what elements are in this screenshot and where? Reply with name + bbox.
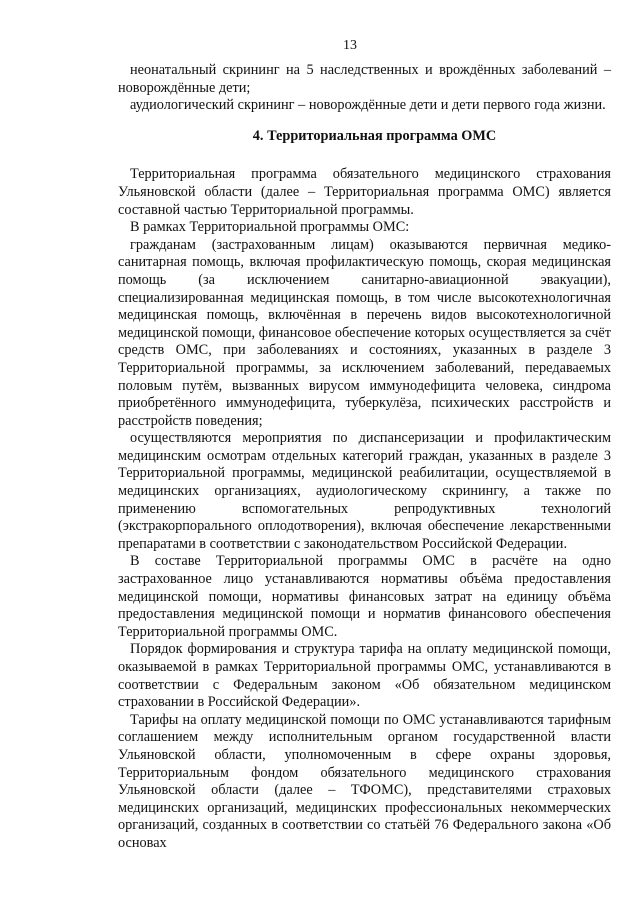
document-body [118, 62, 611, 853]
body-paragraph-6: Порядок формирования и структура тарифа на оплату медицинской помощи, оказываемой в рамках Территориальной программы ОМС, устанавливаются в соответствии с Федеральным законом «Об обязательном медицинском страховании в Российской Федерации». [118, 641, 611, 711]
body-paragraph-5: В составе Территориальной программы ОМС в расчёте на одно застрахованное лицо устанавливаются нормативы объёма предоставления медицинской помощи, нормативы финансовых затрат на единицу объёма предоставления медицинской помощи и норматив финансового обеспечения Территориальной программы ОМС. [118, 553, 611, 640]
intro-paragraph-1: неонатальный скрининг на 5 наследственных и врождённых заболеваний – новорождённые дети; [118, 62, 611, 96]
intro-paragraph-2: аудиологический скрининг – новорождённые дети и дети первого года жизни. [130, 97, 606, 114]
page-number: 13 [343, 38, 357, 53]
body-paragraph-3: гражданам (застрахованным лицам) оказываются первичная медико-санитарная помощь, включая профилактическую помощь, скорая медицинская помощь (за исключением санитарно-авиационной эвакуации), специализированная медицинская помощь, в том числе высокотехнологичная медицинская помощь, включённая в перечень видов высокотехнологичной медицинской помощи, финансовое обеспечение которых осуществляется за счёт средств ОМС, при заболеваниях и состояниях, указанных в разделе 3 Территориальной программы, за исключением заболеваний, передаваемых половым путём, вызванных вирусом иммунодефицита человека, синдрома приобретённого иммунодефицита, туберкулёза, психических расстройств и расстройств поведения; [118, 236, 611, 429]
body-paragraph-4: осуществляются мероприятия по диспансеризации и профилактическим медицинским осмотрам отдельных категорий граждан, указанных в разделе 3 Территориальной программы, медицинской реабилитации, осуществляемой в медицинских организациях, аудиологическому скринингу, а также по применению вспомогательных репродуктивных технологий (экстракорпорального оплодотворения), включая обеспечение лекарственными препаратами в соответствии с законодательством Российской Федерации. [118, 430, 611, 552]
body-paragraph-2: В рамках Территориальной программы ОМС: [130, 219, 410, 236]
body-paragraph-1: Территориальная программа обязательного медицинского страхования Ульяновской области (далее – Территориальная программа ОМС) является составной частью Территориальной программы. [118, 166, 611, 218]
section-heading: 4. Территориальная программа ОМС [252, 127, 497, 144]
body-paragraph-7: Тарифы на оплату медицинской помощи по ОМС устанавливаются тарифным соглашением между исполнительным органом государственной власти Ульяновской области, уполномоченным в сфере охраны здоровья, Территориальным фондом обязательного медицинского страхования Ульяновской области (далее – ТФОМС), представителями страховых медицинских организаций, медицинских профессиональных некоммерческих организаций, созданных в соответствии со статьёй 76 Федерального закона «Об основах [118, 711, 611, 851]
